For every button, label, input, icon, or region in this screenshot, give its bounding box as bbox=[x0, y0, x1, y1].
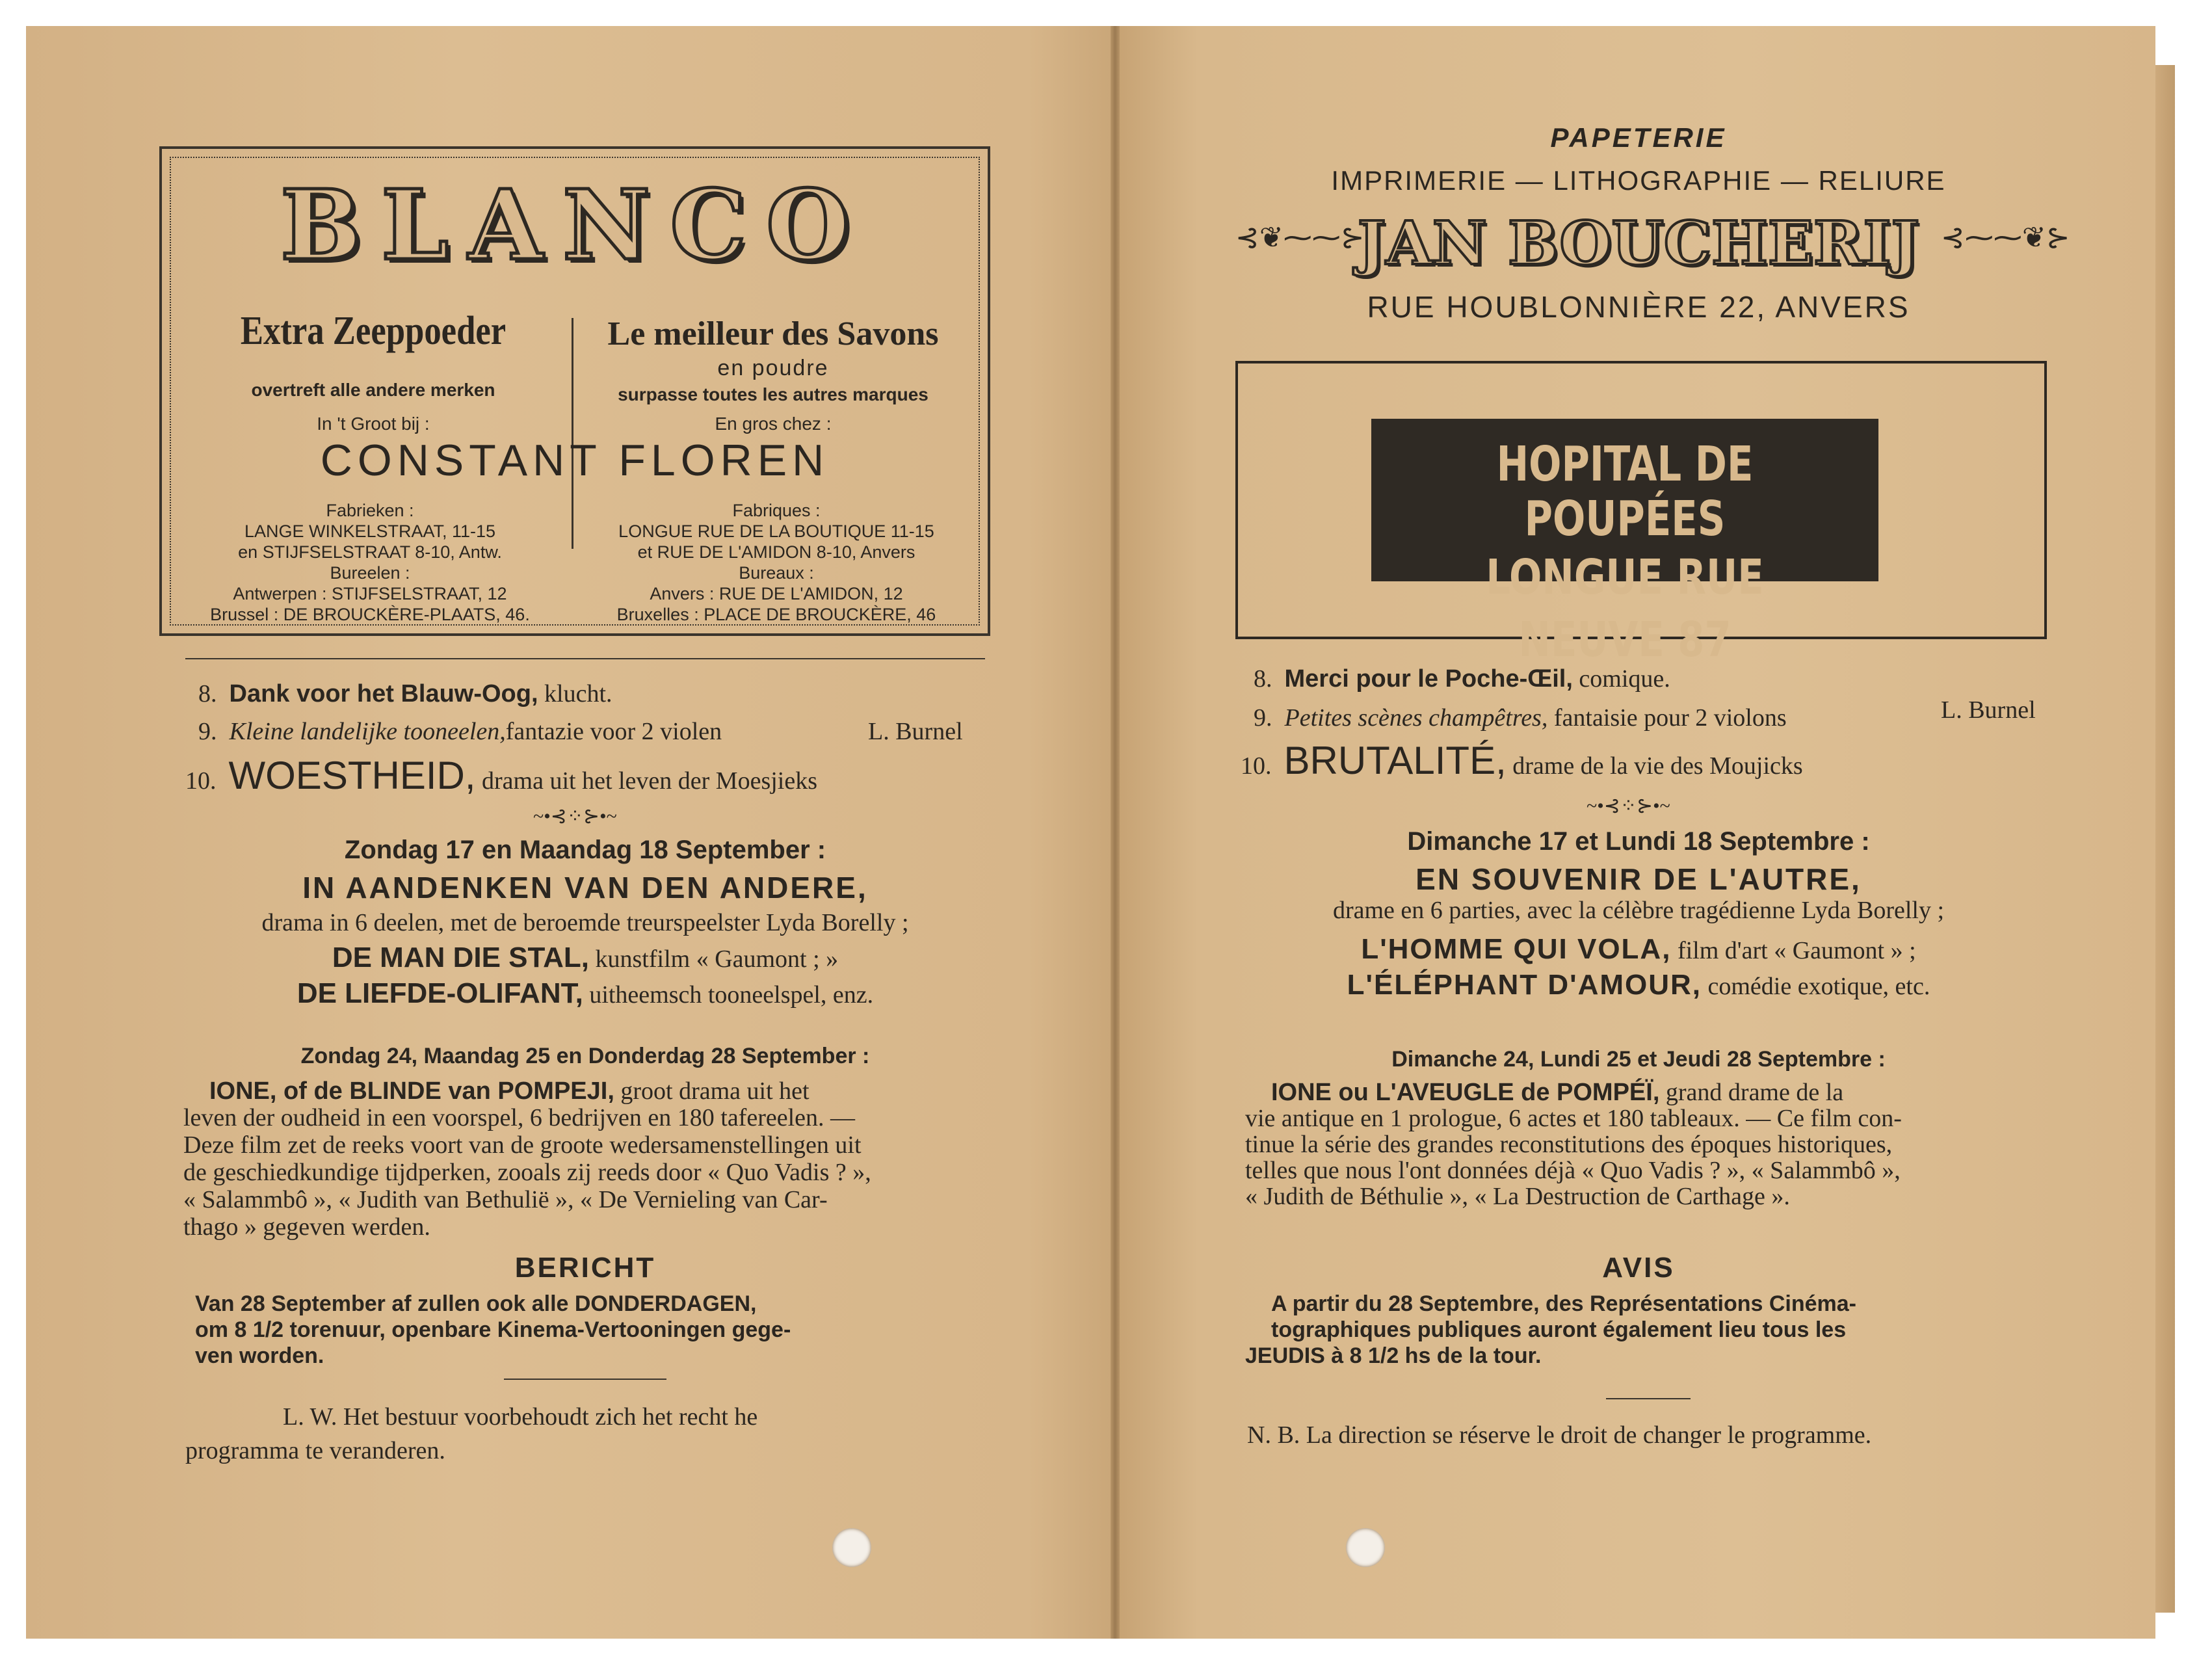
semaine2-heading: Dimanche 24, Lundi 25 et Jeudi 28 Septembre : bbox=[1391, 1047, 1886, 1072]
week1-film1: IN AANDENKEN VAN DEN ANDERE, bbox=[302, 871, 868, 905]
papeterie-label: PAPETERIE bbox=[1550, 122, 1727, 153]
direction-note: N. B. La direction se réserve le droit de changer le programme. bbox=[1247, 1421, 1872, 1449]
week1-film1-desc: drama in 6 deelen, met de beroemde treurspeelster Lyda Borelly ; bbox=[261, 909, 909, 936]
blanco-advertisement bbox=[159, 146, 990, 636]
footer-note: L. W. Het bestuur voorbehoudt zich het recht he programma te veranderen. bbox=[185, 1403, 758, 1464]
semaine2-film: IONE ou L'AVEUGLE de POMPÉÏ, grand drame de la bbox=[1271, 1079, 1844, 1106]
ad-col2-sub2: surpasse toutes les autres marques bbox=[618, 384, 928, 404]
ad-col1-addresses: Fabrieken : LANGE WINKELSTRAAT, 11-15 en STIJFSELSTRAAT 8-10, Antw. Bureelen : Antwerpen : STIJFSELSTRAAT, 12 Brussel : DE BROUCKÈRE-PLAATS, 46. bbox=[210, 501, 530, 624]
semaine1-film2: L'HOMME QUI VOLA, film d'art « Gaumont » ; bbox=[1361, 933, 1916, 965]
separator-rule bbox=[1606, 1398, 1691, 1399]
separator-rule bbox=[504, 1379, 666, 1380]
brand-logo: BLANCO bbox=[280, 168, 869, 282]
ad-col2-gros: En gros chez : bbox=[715, 414, 832, 434]
programme-item-9: 9. Petites scènes champêtres, fantaisie pour 2 violons bbox=[1254, 704, 1787, 732]
avis-text: A partir du 28 Septembre, des Représentations Cinéma- tographiques publiques auront également lieu tous les JEUDIS à 8 1/2 hs de la tour. bbox=[1245, 1291, 1856, 1368]
ad-col1-gros: In 't Groot bij : bbox=[317, 414, 430, 434]
doll-hospital-banner: HOPITAL DE POUPÉES LONGUE RUE NEUVE 87 bbox=[1371, 419, 1878, 581]
week2-film: IONE, of de BLINDE van POMPEJI, groot drama uit het bbox=[209, 1077, 810, 1105]
programme-item-9-author: L. Burnel bbox=[1941, 696, 2036, 724]
semaine1-film3: L'ÉLÉPHANT D'AMOUR, comédie exotique, etc. bbox=[1347, 969, 1930, 1001]
punch-hole bbox=[1346, 1528, 1385, 1567]
book-gutter bbox=[1111, 26, 1120, 1639]
right-flourish: ⊰⁓⁓❦⊱ bbox=[1941, 222, 2070, 254]
notice-title: BERICHT bbox=[514, 1252, 656, 1284]
ad-col1-sub: overtreft alle andere merken bbox=[251, 380, 495, 400]
programme-item-10: 10. BRUTALITÉ, drame de la vie des Moujicks bbox=[1241, 739, 1803, 782]
week1-film2: DE MAN DIE STAL, kunstfilm « Gaumont ; » bbox=[332, 942, 839, 973]
semaine2-description: vie antique en 1 prologue, 6 actes et 180 tableaux. — Ce film con- tinue la série des grandes reconstitutions des époques historiques, telles que nous l'ont données déjà « Quo Vadis ? », « Salammbô », « Judith de Béthulie », « La Destruction de Carthage ». bbox=[1245, 1105, 1902, 1210]
papeterie-services: IMPRIMERIE — LITHOGRAPHIE — RELIURE bbox=[1331, 165, 1946, 196]
program-item-8: 8. Dank voor het Blauw-Oog, klucht. bbox=[198, 680, 612, 707]
ad-column-divider bbox=[572, 318, 573, 549]
program-item-9: 9. Kleine landelijke tooneelen,fantazie voor 2 violen bbox=[198, 718, 722, 745]
left-flourish: ⊰❦⁓⁓⊱ bbox=[1235, 222, 1365, 254]
printer-name: JAN BOUCHERIJ bbox=[1357, 208, 1920, 278]
week1-heading: Zondag 17 en Maandag 18 September : bbox=[344, 836, 826, 864]
notice-text: Van 28 September af zullen ook alle DONDERDAGEN, om 8 1/2 torenuur, openbare Kinema-Vertooningen gege- ven worden. bbox=[195, 1291, 791, 1368]
ad-col2-sub1: en poudre bbox=[717, 356, 829, 380]
ad-col1-title: Extra Zeeppoeder bbox=[240, 309, 507, 353]
week1-film3: DE LIEFDE-OLIFANT, uitheemsch tooneelspel, enz. bbox=[296, 977, 874, 1009]
punch-hole bbox=[832, 1528, 871, 1567]
programme-item-8: 8. Merci pour le Poche-Œil, comique. bbox=[1254, 665, 1670, 693]
semaine1-film1: EN SOUVENIR DE L'AUTRE, bbox=[1415, 862, 1862, 896]
avis-title: AVIS bbox=[1602, 1252, 1675, 1284]
week2-description: leven der oudheid in een voorspel, 6 bedrijven en 180 tafereelen. — Deze film zet de reeks voort van de groote wedersamenstellingen uit de geschiedkundige tijdperken, zooals zij reeds door « Quo Vadis ? », « Salammbô », « Judith van Bethulië », « De Vernieling van Car- thago » gegeven werden. bbox=[183, 1104, 871, 1241]
semaine1-film1-desc: drame en 6 parties, avec la célèbre tragédienne Lyda Borelly ; bbox=[1332, 897, 1945, 924]
company-name: CONSTANT FLOREN bbox=[320, 436, 830, 485]
ad-col2-title: Le meilleur des Savons bbox=[607, 315, 939, 352]
ornament: ~•⊰⁘⊱•~ bbox=[1587, 795, 1670, 817]
semaine1-heading: Dimanche 17 et Lundi 18 Septembre : bbox=[1407, 827, 1870, 856]
program-item-10: 10. WOESTHEID, drama uit het leven der Moesjieks bbox=[185, 754, 818, 797]
ad-bottom-rule bbox=[185, 658, 985, 659]
page-edges bbox=[2155, 65, 2175, 1613]
week2-heading: Zondag 24, Maandag 25 en Donderdag 28 September : bbox=[300, 1044, 870, 1068]
printer-address: RUE HOUBLONNIÈRE 22, ANVERS bbox=[1367, 290, 1910, 324]
ornament: ~•⊰⁘⊱•~ bbox=[533, 806, 617, 827]
program-item-9-author: L. Burnel bbox=[868, 718, 963, 745]
ad-col2-addresses: Fabriques : LONGUE RUE DE LA BOUTIQUE 11-15 et RUE DE L'AMIDON 8-10, Anvers Bureaux : Anvers : RUE DE L'AMIDON, 12 Bruxelles : PLACE DE BROUCKÈRE, 46 bbox=[616, 501, 936, 624]
doll-hospital-ad bbox=[1235, 361, 2047, 668]
